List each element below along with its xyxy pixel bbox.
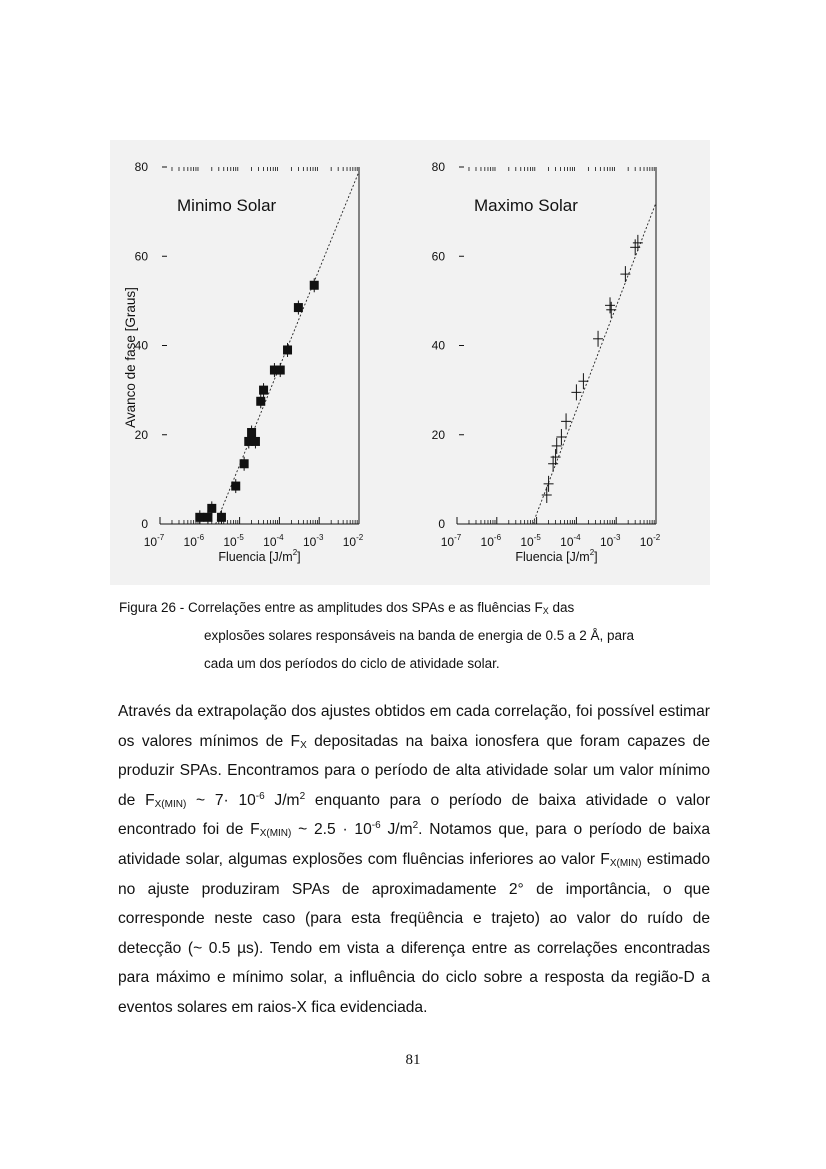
y-tick-label: 80 [431,160,445,174]
y-tick-label: 0 [438,517,445,531]
page-number: 81 [405,1052,421,1068]
body-text-2: depositadas na baixa ionosfera que foram capazes de produzir SPAs. Encontramos para o período de alta atividade solar um valor mínimo de F [118,732,711,809]
data-point [247,428,256,437]
data-point [276,366,285,375]
x-tick-exponent: -6 [493,533,502,542]
x-tick-label: $10^{-4}$ [263,533,284,549]
caption-text-line3: cada um dos períodos do ciclo de atividade solar. [204,656,500,671]
y-tick-label: 0 [141,517,148,531]
x-tick-exponent: -3 [613,533,621,542]
body-text-1: Através da extrapolação dos ajustes obtidos em cada correlação, foi possível estimar os valores mínimos de F [118,703,710,750]
x-tick-exponent: -7 [157,533,165,542]
y-tick-label: 40 [134,338,148,353]
y-tick-label: 40 [431,338,445,353]
data-point [310,281,319,290]
data-point [203,513,212,522]
body-text-3: ~ 7· 10 [186,791,256,809]
x-tick-label: $10^{-7}$ [143,533,165,549]
data-point [259,386,268,395]
y-axis-label: Avanco de fase [Graus] [123,287,138,428]
y-tick-label: 20 [134,427,148,442]
x-tick-exponent: -5 [236,533,244,542]
x-tick-exponent: -4 [276,533,284,542]
body-sup-1: -6 [255,790,265,802]
x-tick-exponent: -7 [454,533,462,542]
data-point [195,513,204,522]
y-tick-label: 80 [134,160,148,174]
body-text-9: estimado no ajuste produziram SPAs de aproximadamente 2° de importância, o que corresponde neste caso (para esta freqüência e trajeto) ao valor do ruído de detecção (~ 0.5 µs). Tendo em vista a diferença entre as correlações encontradas para máximo e mínimo solar, a influência do ciclo sobre a resposta da região-D a eventos solares em raios-X fica evidenciada. [118,850,710,1016]
data-point [240,459,249,468]
data-point [207,504,216,513]
body-paragraph [118,697,710,1023]
body-sup-2: 2 [299,790,306,802]
data-point [231,482,240,491]
body-sub-1: X [300,739,307,751]
x-tick-label: $10^{-7}$ [440,533,462,549]
body-sub-4: X(MIN) [609,857,642,869]
x-axis-label: Fluencia $[J/m^2]$ [515,548,598,564]
data-point [251,437,260,446]
x-tick-label: $10^{-6}$ [183,533,205,549]
y-tick-label: 60 [431,249,445,264]
x-tick-label: $10^{-3}$ [302,533,324,549]
data-point [256,397,265,406]
x-axis-label-sup: 2 [589,548,595,557]
x-tick-exponent: -5 [533,533,541,542]
x-axis-label-sup: 2 [292,548,298,557]
caption-text-line1-end: das [548,600,575,615]
chart-panel-1 [123,160,364,564]
x-axis-label: Fluencia $[J/m^2]$ [218,548,301,564]
caption-text-line2: explosões solares responsáveis na banda de energia de 0.5 a 2 Å, para [204,628,635,643]
x-tick-label: $10^{-2}$ [639,533,661,549]
x-tick-label: $10^{-5}$ [223,533,244,549]
x-tick-label: $10^{-2}$ [342,533,364,549]
x-tick-exponent: -2 [653,533,661,542]
x-tick-exponent: -4 [573,533,581,542]
body-sup-3: -6 [371,820,381,832]
chart-panel-2 [432,160,661,564]
body-sup-4: 2 [412,820,419,832]
body-text-7: J/m [380,821,413,839]
body-sub-2: X(MIN) [154,798,187,810]
data-point [294,303,303,312]
body-text-4: J/m [264,791,300,809]
body-text-5: enquanto para o período de baixa atividade o valor encontrado foi de F [118,791,711,839]
y-tick-label: 60 [134,249,148,264]
panel-title: Minimo Solar [177,196,277,215]
figure [110,140,710,585]
x-axis-label-end: ] [297,550,301,564]
panel-title: Maximo Solar [474,196,578,215]
x-tick-label: $10^{-3}$ [599,533,621,549]
figure-svg [110,140,710,585]
x-tick-label: $10^{-6}$ [480,533,502,549]
data-point [283,345,292,354]
data-point [217,513,226,522]
x-axis-label-end: ] [594,550,598,564]
body-text-6: ~ 2.5 · 10 [291,821,372,839]
caption-subscript: X [542,606,549,616]
figure-caption [119,594,719,678]
x-tick-label: $10^{-5}$ [520,533,541,549]
y-tick-label: 20 [431,427,445,442]
fit-line [533,203,656,524]
x-tick-exponent: -2 [356,533,364,542]
body-sub-3: X(MIN) [259,828,292,840]
body-text-8: . Notamos que, para o período de baixa atividade solar, algumas explosões com fluências inferiores ao valor F [118,821,710,868]
caption-label: Figura 26 - [119,600,185,615]
x-tick-exponent: -6 [196,533,205,542]
x-tick-label: $10^{-4}$ [560,533,581,549]
x-tick-exponent: -3 [316,533,324,542]
caption-text-line1: Correlações entre as amplitudes dos SPAs e as fluências F [184,600,543,615]
